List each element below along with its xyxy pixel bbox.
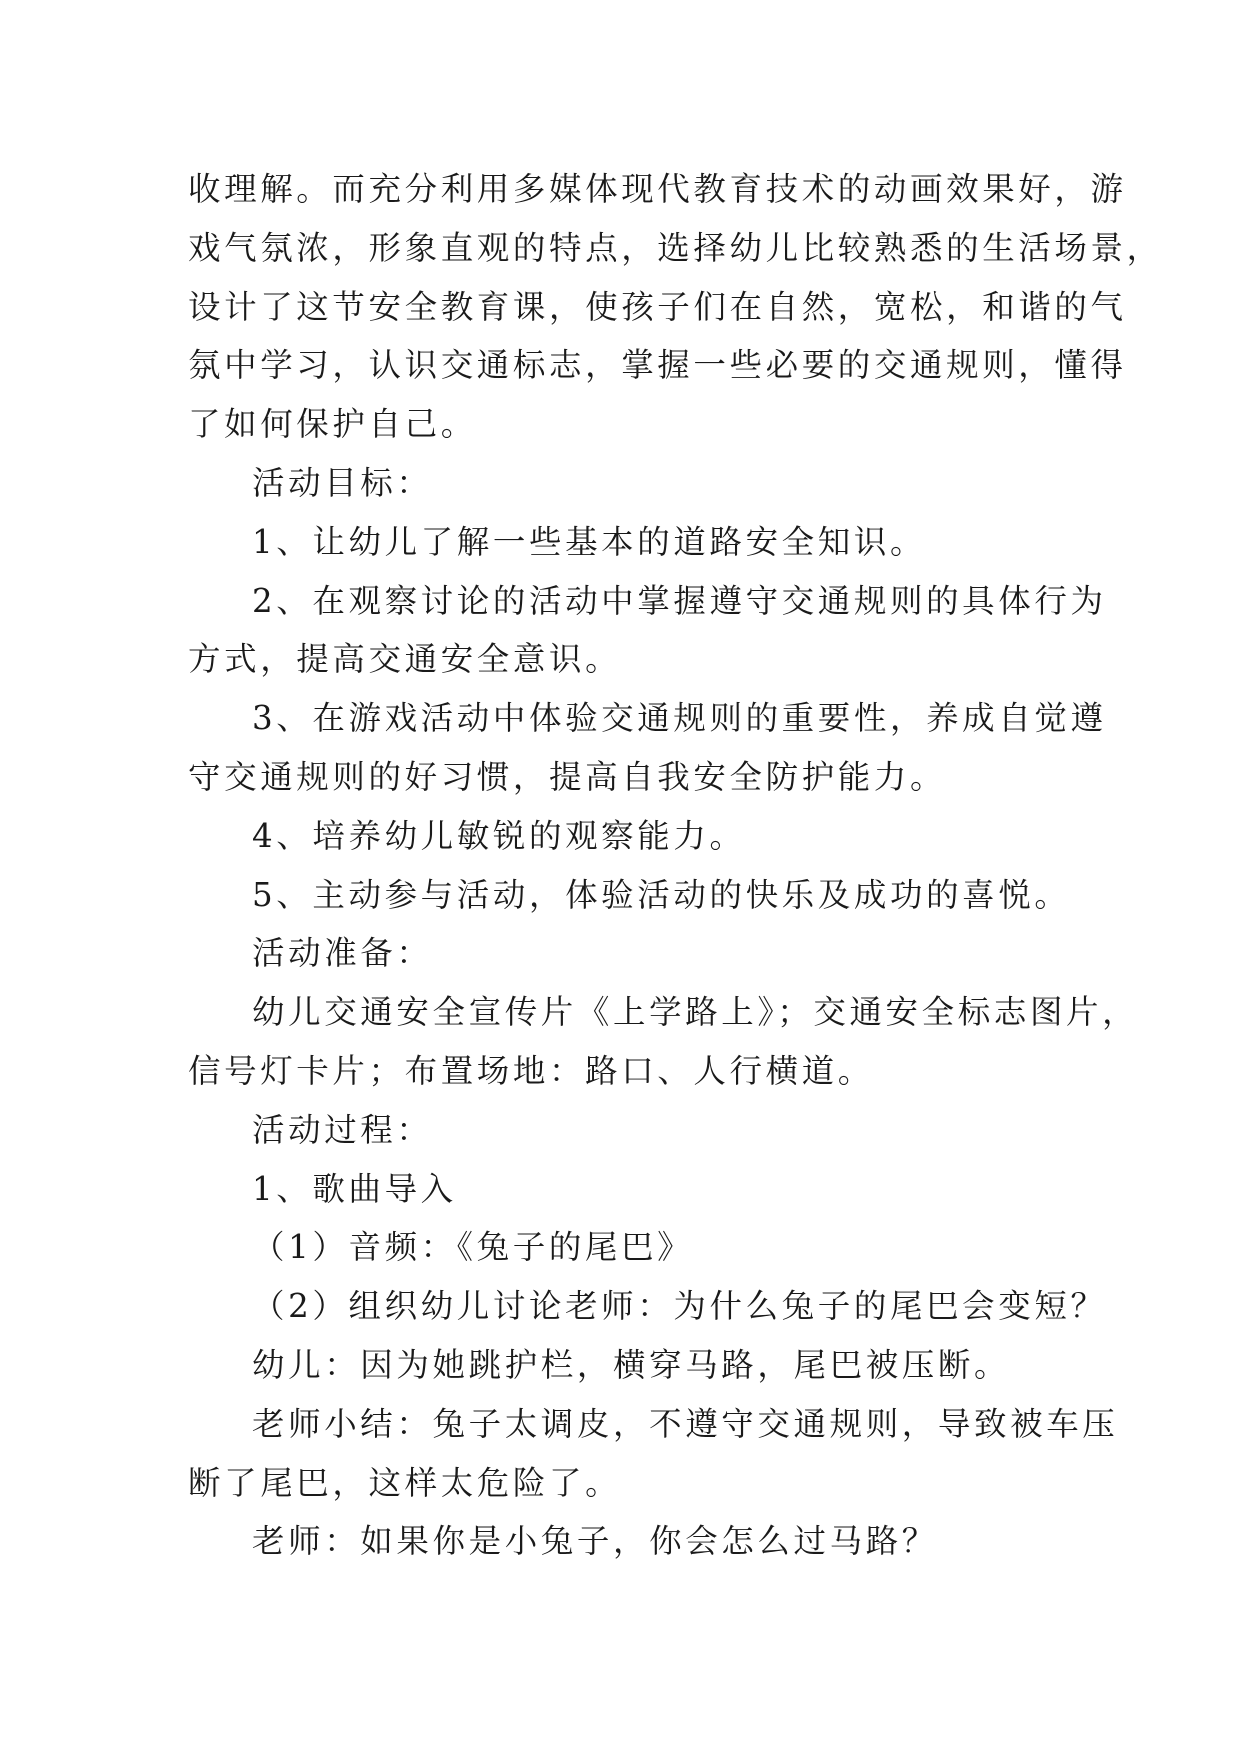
goal-item-4: 4、培养幼儿敏锐的观察能力。 [252,816,746,855]
body-text-line: 氛中学习，认识交通标志，掌握一些必要的交通规则，懂得 [188,346,1127,385]
goal-item-5: 5、主动参与活动，体验活动的快乐及成功的喜悦。 [252,875,1071,914]
body-text-line: 了如何保护自己。 [188,405,477,444]
dialogue-teacher-summary: 老师小结：兔子太调皮，不遵守交通规则，导致被车压 [252,1404,1119,1443]
section-heading-process: 活动过程： [252,1110,433,1149]
goal-item-2-continued: 方式，提高交通安全意识。 [188,640,622,679]
goal-item-1: 1、让幼儿了解一些基本的道路安全知识。 [252,522,927,561]
dialogue-teacher-question: 老师：如果你是小兔子，你会怎么过马路？ [252,1522,938,1561]
goal-item-3-continued: 守交通规则的好习惯，提高自我安全防护能力。 [188,757,947,796]
process-step-1: 1、歌曲导入 [252,1169,457,1208]
section-heading-goals: 活动目标： [252,463,433,502]
process-substep-2: （2）组织幼儿讨论老师：为什么兔子的尾巴会变短？ [252,1287,1107,1326]
dialogue-child: 幼儿：因为她跳护栏，横穿马路，尾巴被压断。 [252,1345,1011,1384]
goal-item-3: 3、在游戏活动中体验交通规则的重要性，养成自觉遵 [252,699,1107,738]
body-text-line: 收理解。而充分利用多媒体现代教育技术的动画效果好，游 [188,170,1127,208]
preparation-text: 幼儿交通安全宣传片《上学路上》；交通安全标志图片， [252,993,1139,1032]
goal-item-2: 2、在观察讨论的活动中掌握遵守交通规则的具体行为 [252,581,1107,620]
preparation-text-continued: 信号灯卡片；布置场地：路口、人行横道。 [188,1051,874,1090]
body-text-line: 设计了这节安全教育课，使孩子们在自然，宽松，和谐的气 [188,287,1127,326]
process-substep-1: （1）音频：《兔子的尾巴》 [252,1228,694,1267]
section-heading-preparation: 活动准备： [252,934,433,973]
document-body [188,160,1163,1571]
body-text-line: 戏气氛浓，形象直观的特点，选择幼儿比较熟悉的生活场景， [188,228,1163,267]
dialogue-teacher-summary-continued: 断了尾巴，这样太危险了。 [188,1463,622,1502]
